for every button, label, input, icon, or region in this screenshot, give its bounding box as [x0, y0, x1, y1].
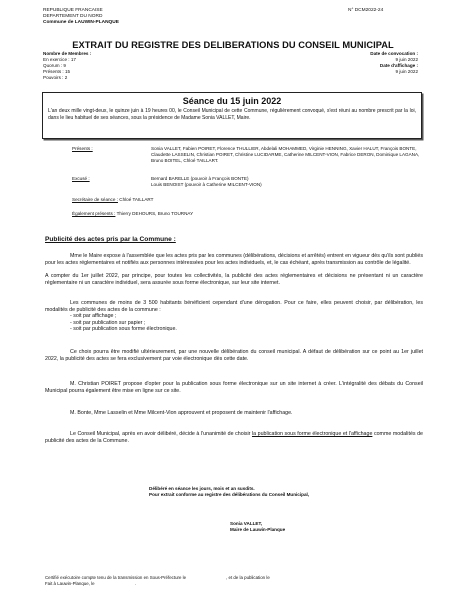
- paragraph-expose: [45, 253, 423, 266]
- egalement-value: Thierry DEHOURS, Bruno TOURNAY: [115, 211, 194, 216]
- option-affichage: - soit par affichage ;: [70, 313, 117, 320]
- members-count: [43, 51, 91, 81]
- members-en-exercice: En exercice : 17: [43, 57, 76, 63]
- header-commune: Commune de LAUWIN-PLANQUE: [43, 20, 119, 25]
- deliberation-reference: N° DCM2022-24: [348, 8, 384, 13]
- presents-label: Présents :: [72, 146, 93, 151]
- footer-fait-a: Fait à Lauwin-Planque, le: [45, 581, 95, 586]
- signature-block: [230, 521, 285, 534]
- paragraph-proposition-text: M. Christian POIRET propose d'opter pour la publication sous forme électronique sur un site internet à créer. L'intégralité des débats du Conseil Municipal pourra également être mise en ligne sur ce site.: [45, 381, 423, 394]
- decision-text-start: Le Conseil Municipal, après en avoir délibéré, décide à l'unanimité de choisir: [70, 431, 252, 437]
- document-title: EXTRAIT DU REGISTRE DES DELIBERATIONS DU CONSEIL MUNICIPAL: [72, 40, 394, 50]
- excuse-item: Louis BENOIST (pouvoir à Catherine MILCENT-VION): [151, 182, 262, 188]
- signatory-role: Maire de Lauwin-Planque: [230, 527, 286, 533]
- header-department: DEPARTEMENT DU NORD: [43, 14, 103, 19]
- members-presents: Présents : 15: [43, 69, 71, 75]
- presents-list: Sonia VALLET, Fabien POIRET, Florence THULLIER, Abdelali MOHAMMED, Virginie HENNING, Xavier HALUT, François BONTE, Claudette LASSELIN, Christian POIRET, Christine LUCIDARME, Catherine MILCENT-VION, Fabrice DERON, Dominique LAGANA, Bruno BOITEL, Chloé TAILLART.: [151, 146, 420, 164]
- convocation-date: 9 juin 2022: [395, 57, 418, 63]
- secretaire-label: Secrétaire de séance :: [72, 197, 118, 202]
- paragraph-decision: [45, 431, 423, 444]
- footer-publication: , et de la publication le: [226, 575, 270, 580]
- paragraph-derogation: [45, 300, 423, 333]
- paragraph-modification: [45, 349, 423, 362]
- paragraph-principe: A compter du 1er juillet 2022, par principe, pour toutes les collectivités, la publicité des actes réglementaires et décisions ne présentant ni un caractère réglementaire ni un caractère individuel, sera assurée sous forme électronique, sur leur site internet.: [45, 273, 423, 286]
- excuses-list: [151, 176, 423, 188]
- secretaire-line: [72, 197, 153, 203]
- decision-choice: la publication sous forme électronique et l'affichage: [251, 431, 373, 437]
- certification-block: [149, 486, 309, 499]
- paragraph-proposition: [45, 381, 423, 394]
- affichage-date: 9 juin 2022: [395, 69, 418, 75]
- affichage-label: Date d'affichage :: [379, 63, 418, 69]
- header-authority: [43, 8, 119, 26]
- excuse-item: Bernard BARELLE (pouvoir à François BONTE): [151, 176, 249, 181]
- footer-period: .: [134, 581, 136, 586]
- members-pouvoirs: Pouvoirs : 2: [43, 75, 68, 81]
- dates-block: [370, 51, 418, 75]
- egalement-line: [72, 211, 193, 217]
- certification-line: Pour extrait conforme au registre des délibérations du Conseil Municipal,: [149, 492, 310, 498]
- paragraph-modification-text: Ce choix pourra être modifié ultérieurement, par une nouvelle délibération du conseil municipal. A défaut de délibération sur ce point au 1er juillet 2022, la publicité des actes se fera exclusivement par voie électronique dès cette date.: [45, 349, 423, 362]
- seance-text: L'an deux mille vingt-deux, le quinze juin à 19 heures 00, le Conseil Municipal de cette Commune, régulièrement convoqué, s'est réuni au nombre prescrit par la loi, dans le lieu habituel de ses séances, sous la présidence de Madame Sonia VALLET, Maire.: [48, 108, 416, 121]
- seance-title: Séance du 15 juin 2022: [182, 96, 282, 106]
- secretaire-value: Chloé TAILLART: [117, 197, 154, 202]
- header-republic: REPUBLIQUE FRANCAISE: [43, 8, 103, 13]
- paragraph-derogation-text: Les communes de moins de 3 500 habitants bénéficient cependant d'une dérogation. Pour ce faire, elles peuvent choisir, par délibération, les modalités de publicité des actes de la commune :: [45, 300, 423, 313]
- members-quorum: Quorum : 9: [43, 63, 66, 69]
- paragraph-affichage-text: M. Bonte, Mme Lasselin et Mme Milcent-Vion approuvent et proposent de maintenir l'affichage.: [70, 410, 293, 416]
- members-label: Nombre de Membres :: [43, 51, 92, 56]
- certification-line: Délibéré en séance les jours, mois et an susdits.: [149, 486, 255, 491]
- egalement-label: Également présents :: [72, 211, 116, 216]
- option-papier: - soit par publication sur papier ;: [70, 319, 146, 326]
- footer-transmission: Certifié exécutoire compte tenu de la transmission en Sous-Préfecture le: [45, 575, 187, 580]
- option-electronique: - soit par publication sous forme électronique.: [70, 326, 177, 333]
- seance-box: [42, 92, 422, 139]
- paragraph-affichage: [45, 410, 423, 417]
- signatory-name: Sonia VALLET,: [230, 521, 263, 526]
- decision-text-end: comme modalités de publicité des actes de la Commune.: [45, 431, 423, 444]
- section-title: Publicité des actes pris par la Commune :: [45, 236, 176, 243]
- convocation-label: Date de convocation :: [370, 51, 418, 56]
- paragraph-expose-text: Mme le Maire expose à l'assemblée que les actes pris par les communes (délibérations, décisions et arrêtés) entrent en vigueur dès qu'ils sont publiés pour les actes réglementaires et notifiés aux personnes intéressées pour les actes individuels, et, le cas échéant, après transmission au contrôle de légalité.: [45, 253, 423, 266]
- footer-executoire: [45, 575, 270, 587]
- excuses-label: Excusé :: [72, 176, 90, 181]
